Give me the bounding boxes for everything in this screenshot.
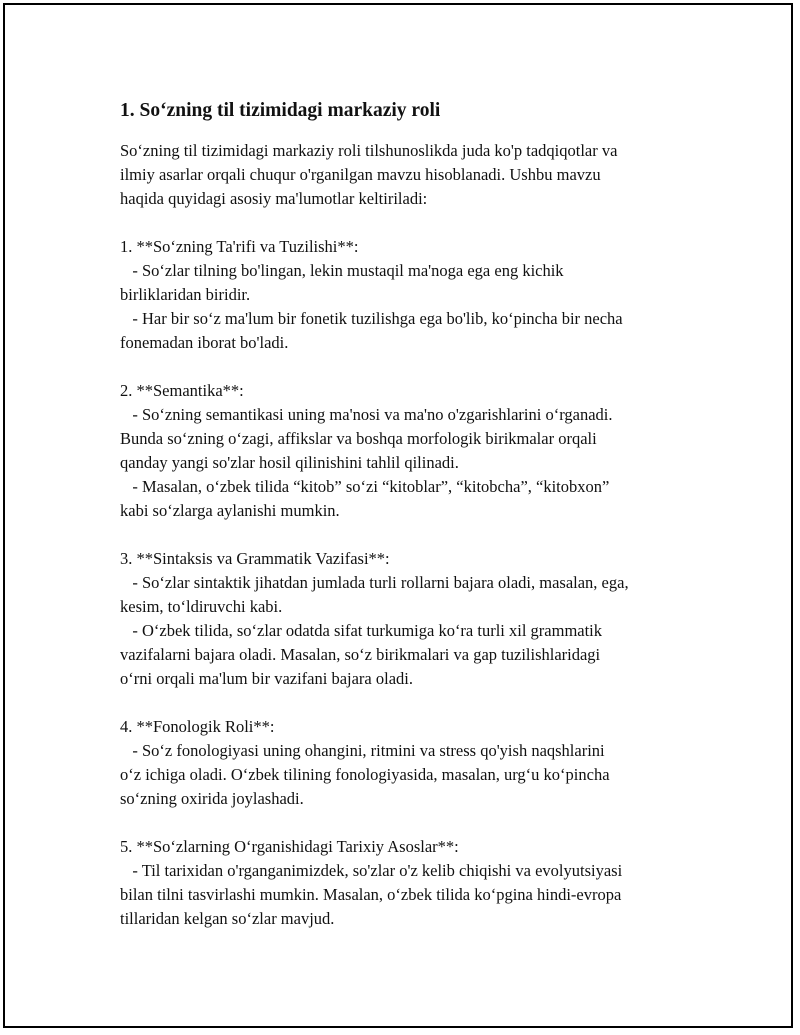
section-body: - So‘zlar tilning bo'lingan, lekin mustaqil ma'noga ega eng kichik birliklaridan biridir. - Har bir so‘z ma'lum bir fonetik tuzilishga ega bo'lib, ko‘pincha bir necha fonemadan iborat bo'ladi. <box>120 261 623 352</box>
spacer <box>120 691 710 715</box>
spacer <box>120 811 710 835</box>
document-content <box>120 97 710 931</box>
document-title: 1. So‘zning til tizimidagi markaziy roli <box>120 100 441 121</box>
intro-paragraph: So‘zning til tizimidagi markaziy roli tilshunoslikda juda ko'p tadqiqotlar va ilmiy asarlar orqali chuqur o'rganilgan mavzu hisoblanadi. Ushbu mavzu haqida quyidagi asosiy ma'lumotlar keltiriladi: <box>120 141 618 208</box>
spacer <box>120 355 710 379</box>
section-heading: 3. **Sintaksis va Grammatik Vazifasi**: <box>120 549 390 568</box>
section-body: - So‘zning semantikasi uning ma'nosi va ma'no o'zgarishlarini o‘rganadi. Bunda so‘zning o‘zagi, affikslar va boshqa morfologik birikmalar orqali qanday yangi so'zlar hosil qilinishini tahlil qilinadi. - Masalan, o‘zbek tilida “kitob” so‘zi “kitoblar”, “kitobcha”, “kitobxon” kabi so‘zlarga aylanishi mumkin. <box>120 405 613 520</box>
section-heading: 5. **So‘zlarning O‘rganishidagi Tarixiy Asoslar**: <box>120 837 459 856</box>
section-body: - Til tarixidan o'rganganimizdek, so'zlar o'z kelib chiqishi va evolyutsiyasi bilan tilni tasvirlashi mumkin. Masalan, o‘zbek tilida ko‘pgina hindi-evropa tillaridan kelgan so‘zlar mavjud. <box>120 861 623 928</box>
section-body: - So‘z fonologiyasi uning ohangini, ritmini va stress qo'yish naqshlarini o‘z ichiga oladi. O‘zbek tilining fonologiyasida, masalan, urg‘u ko‘pincha so‘zning oxirida joylashadi. <box>120 741 610 808</box>
section-heading: 2. **Semantika**: <box>120 381 244 400</box>
section-heading: 1. **So‘zning Ta'rifi va Tuzilishi**: <box>120 237 359 256</box>
spacer <box>120 523 710 547</box>
document-page <box>3 3 793 1028</box>
section-body: - So‘zlar sintaktik jihatdan jumlada turli rollarni bajara oladi, masalan, ega, kesim, to‘ldiruvchi kabi. - O‘zbek tilida, so‘zlar odatda sifat turkumiga ko‘ra turli xil grammatik vazifalarni bajara oladi. Masalan, so‘z birikmalari va gap tuzilishlaridagi o‘rni orqali ma'lum bir vazifani bajara oladi. <box>120 573 629 688</box>
section-heading: 4. **Fonologik Roli**: <box>120 717 275 736</box>
spacer <box>120 211 710 235</box>
